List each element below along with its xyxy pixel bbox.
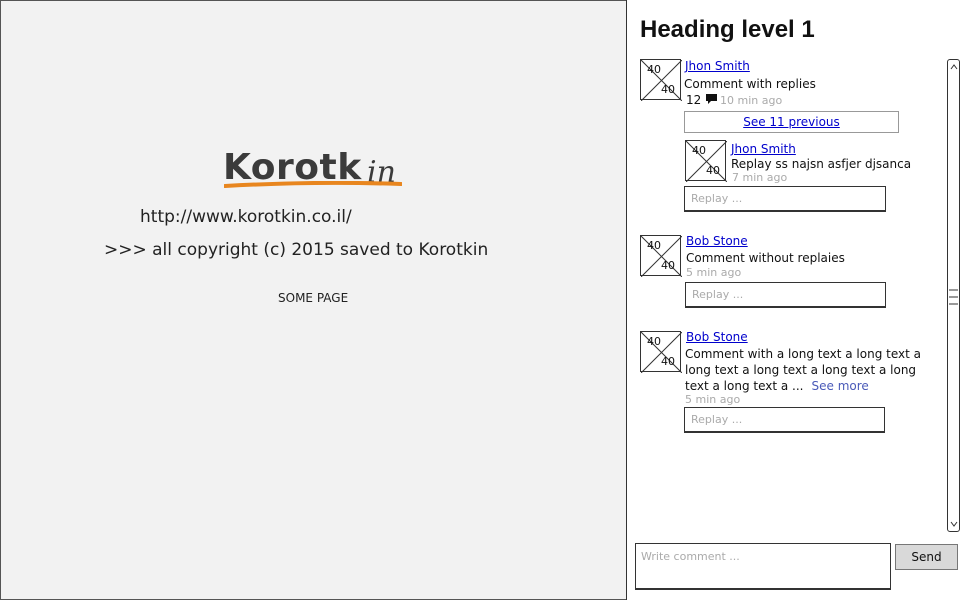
chevron-down-icon[interactable] (950, 520, 958, 528)
comment-thread (627, 56, 960, 536)
reply-text: Replay ss najsn asfjer djsanca (731, 157, 912, 171)
panel-heading: Heading level 1 (640, 16, 815, 43)
comment-text-line (685, 379, 869, 393)
send-button[interactable]: Send (895, 544, 958, 570)
copyright-text: >>> all copyright (c) 2015 saved to Korotkin (104, 240, 489, 260)
vertical-scrollbar[interactable] (947, 59, 960, 532)
reply-input[interactable]: Replay ... (685, 282, 886, 308)
reply-author-link[interactable]: Jhon Smith (731, 142, 796, 156)
scroll-thumb-grip[interactable] (949, 286, 958, 308)
comments-panel (626, 0, 960, 600)
reply-count[interactable] (686, 93, 718, 107)
see-more-link[interactable]: See more (811, 379, 869, 393)
reply-time: 7 min ago (732, 171, 788, 184)
comment-author-link[interactable]: Bob Stone (686, 330, 748, 344)
avatar-size-top: 40 (647, 239, 661, 252)
avatar (640, 59, 681, 100)
avatar-size-bottom: 40 (661, 355, 675, 368)
write-comment-input[interactable]: Write comment ... (635, 543, 891, 590)
comment-time: 5 min ago (686, 266, 742, 279)
korotkin-logo (223, 143, 413, 193)
comment-time: 10 min ago (720, 94, 783, 107)
avatar-size-top: 40 (692, 144, 706, 157)
avatar-size-top: 40 (647, 63, 661, 76)
reply-input[interactable]: Replay ... (684, 186, 886, 212)
comment-text-line: Comment with a long text a long text a (685, 347, 921, 361)
site-url: http://www.korotkin.co.il/ (140, 207, 352, 227)
reply-count-value: 12 (686, 93, 702, 107)
chevron-up-icon[interactable] (950, 63, 958, 71)
logo-main-text: Korotk (223, 147, 362, 188)
reply-input[interactable]: Replay ... (684, 407, 885, 433)
logo-underline (224, 181, 402, 188)
avatar (640, 235, 681, 276)
avatar-size-bottom: 40 (661, 83, 675, 96)
avatar (640, 331, 681, 372)
avatar-size-bottom: 40 (661, 259, 675, 272)
see-previous-replies-link[interactable]: See 11 previous (684, 111, 899, 133)
logo-suffix-text: in (367, 155, 396, 190)
avatar-size-bottom: 40 (706, 164, 720, 177)
comment-author-link[interactable]: Jhon Smith (685, 59, 750, 73)
page-label: SOME PAGE (278, 291, 349, 305)
comment-time: 5 min ago (685, 393, 741, 406)
avatar-size-top: 40 (647, 335, 661, 348)
comment-text: Comment without replaies (686, 251, 845, 265)
comment-author-link[interactable]: Bob Stone (686, 234, 748, 248)
comment-text-line-end: text a long text a ... (685, 379, 804, 393)
comment-text: Comment with replies (684, 77, 816, 91)
comment-text-line: long text a long text a long text a long (685, 363, 917, 377)
speech-bubble-icon (705, 93, 718, 105)
avatar (685, 140, 726, 181)
